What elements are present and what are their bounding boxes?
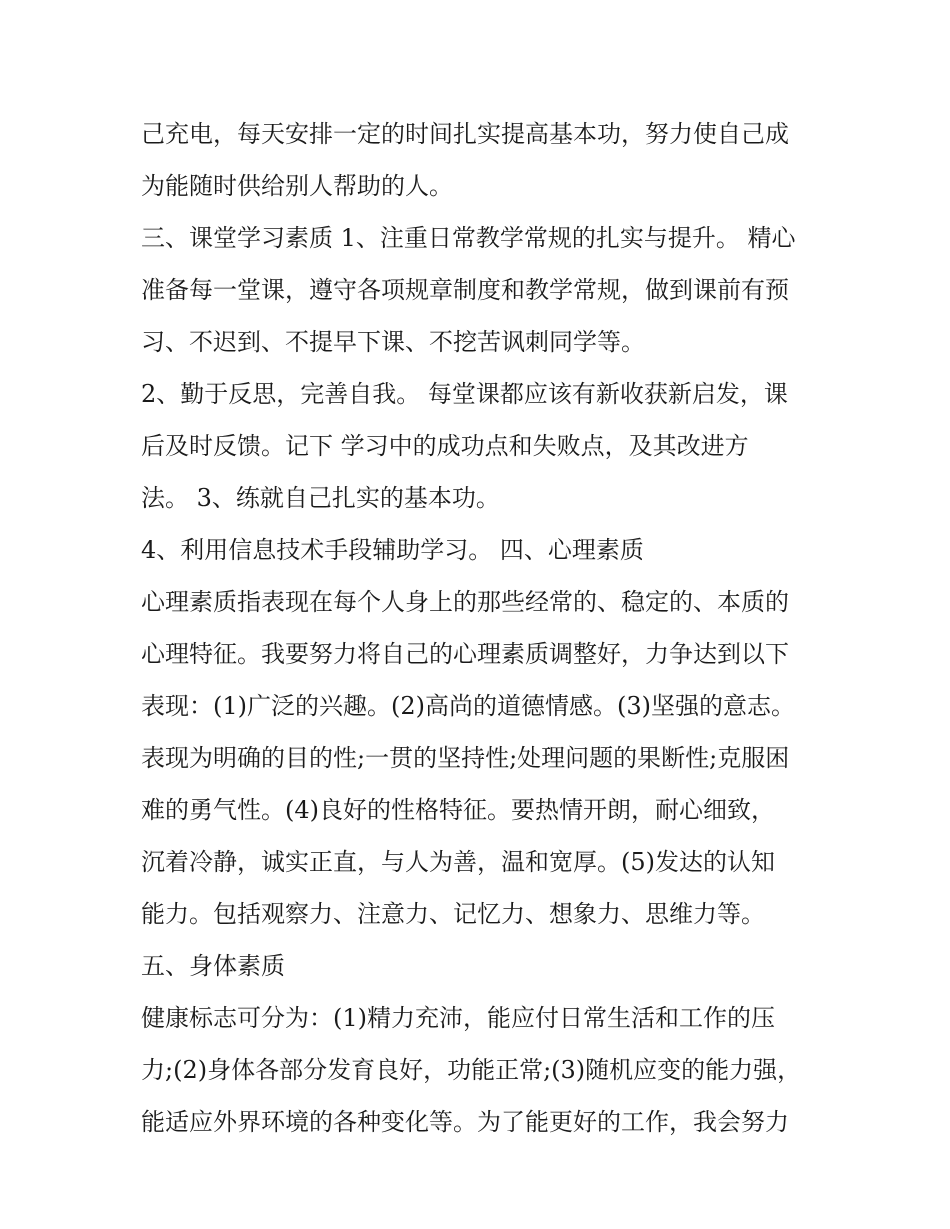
- text-line: 表现为明确的目的性;一贯的坚持性;处理问题的果断性;克服困: [141, 744, 790, 772]
- text-line: 为能随时供给别人帮助的人。: [141, 172, 453, 200]
- text-line: 准备每一堂课，遵守各项规章制度和教学常规，做到课前有预: [141, 276, 789, 304]
- text-line: 表现：(1)广泛的兴趣。(2)高尚的道德情感。(3)坚强的意志。: [141, 692, 795, 720]
- text-line: 2、勤于反思，完善自我。 每堂课都应该有新收获新启发，课: [141, 380, 788, 408]
- text-line: 五、身体素质: [141, 952, 285, 980]
- body-text: [141, 108, 821, 1148]
- text-line: 健康标志可分为：(1)精力充沛，能应付日常生活和工作的压: [141, 1004, 775, 1032]
- text-line: 三、课堂学习素质 1、注重日常教学常规的扎实与提升。 精心: [141, 224, 796, 252]
- text-line: 难的勇气性。(4)良好的性格特征。要热情开朗，耐心细致，: [141, 796, 775, 824]
- text-line: 4、利用信息技术手段辅助学习。 四、心理素质: [141, 536, 644, 564]
- text-line: 心理素质指表现在每个人身上的那些经常的、稳定的、本质的: [141, 588, 789, 616]
- text-line: 法。 3、练就自己扎实的基本功。: [141, 484, 500, 512]
- text-line: 心理特征。我要努力将自己的心理素质调整好，力争达到以下: [141, 640, 789, 668]
- text-line: 习、不迟到、不提早下课、不挖苦讽刺同学等。: [141, 328, 645, 356]
- text-line: 沉着冷静，诚实正直，与人为善，温和宽厚。(5)发达的认知: [141, 848, 775, 876]
- text-line: 后及时反馈。记下 学习中的成功点和失败点，及其改进方: [141, 432, 749, 460]
- text-line: 己充电，每天安排一定的时间扎实提高基本功，努力使自己成: [141, 120, 789, 148]
- text-line: 能力。包括观察力、注意力、记忆力、想象力、思维力等。: [141, 900, 765, 928]
- text-line: 能适应外界环境的各种变化等。为了能更好的工作，我会努力: [141, 1108, 789, 1136]
- text-line: 力;(2)身体各部分发育良好，功能正常;(3)随机应变的能力强，: [141, 1056, 802, 1084]
